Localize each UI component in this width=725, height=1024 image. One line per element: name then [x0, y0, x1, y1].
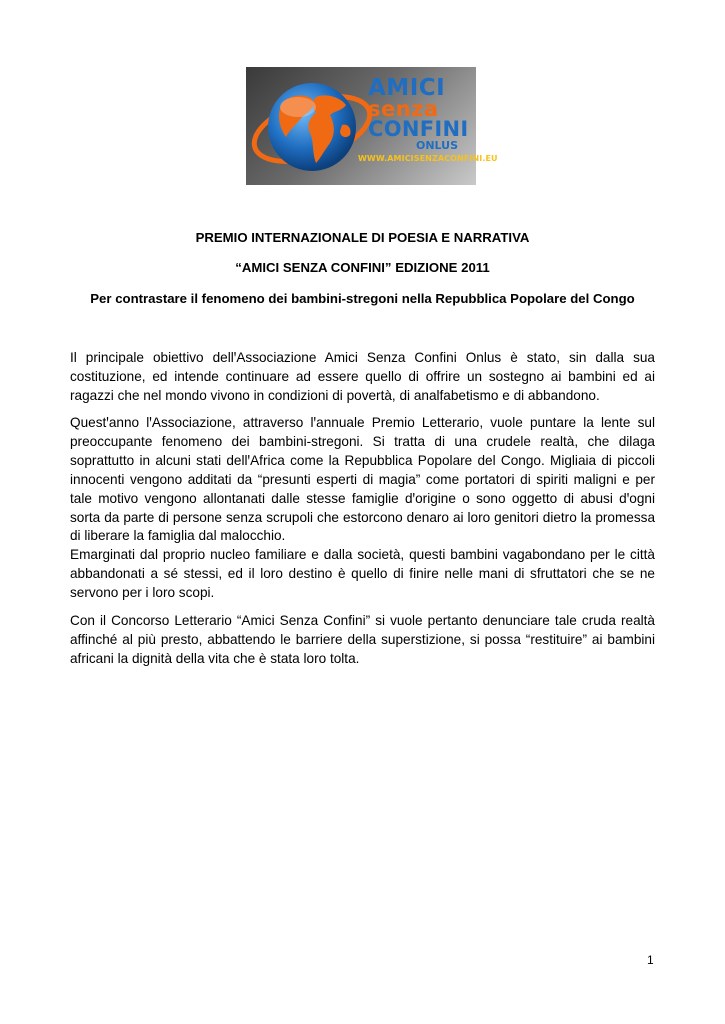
- paragraph-contest: Con il Concorso Letterario “Amici Senza Confini” si vuole pertanto denunciare tale cruda realtà affinché al più presto, abbattendo le barriere della superstizione, si possa “restituire” ai bambini africani la dignità della vita che è stata loro tolta.: [70, 613, 655, 666]
- logo-line-senza: senza: [368, 97, 439, 121]
- logo-line-amici: AMICI: [368, 75, 446, 101]
- paragraph-marginalized: Emarginati dal proprio nucleo familiare e dalla società, questi bambini vagabondano per le città abbandonati a sé stessi, ed il loro destino è quello di finire nelle mani di sfruttatori che se ne servono per i loro scopi.: [70, 547, 655, 600]
- page-number: 1: [647, 953, 654, 967]
- globe-highlight: [280, 97, 316, 117]
- document-subtitle: Per contrastare il fenomeno dei bambini-stregoni nella Repubblica Popolare del Congo: [90, 291, 635, 306]
- logo-wordmark: [358, 75, 498, 163]
- paragraph-objective: Il principale obiettivo dellꞌAssociazione Amici Senza Confini Onlus è stato, sin dalla sua costituzione, ed intende continuare ad essere quello di offrire un sostegno ai bambini ed ai ragazzi che nel mondo vivono in condizioni di povertà, di analfabetismo e di abbandono.: [70, 350, 655, 403]
- association-logo: [246, 67, 498, 185]
- logo-line-confini: CONFINI: [368, 117, 469, 141]
- logo-url: WWW.AMICISENZACONFINI.EU: [358, 154, 498, 163]
- paragraph-phenomenon: Questꞌanno lꞌAssociazione, attraverso lꞌannuale Premio Letterario, vuole puntare la lente sul preoccupante fenomeno dei bambini-stregoni. Si tratta di una crudele realtà, che dilaga soprattutto in alcuni stati dellꞌAfrica come la Repubblica Popolare del Congo. Migliaia di piccoli innocenti vengono additati da “presunti esperti di magia” come portatori di spiriti maligni e per tale motivo vengono allontanati dalle stesse famiglie dꞌorigine o sono oggetto di abusi dꞌogni sorta da parte di persone senza scrupoli che estorcono denaro ai loro genitori dietro la promessa di liberare la famiglia dal malocchio.: [70, 415, 655, 544]
- document-title: PREMIO INTERNAZIONALE DI POESIA E NARRATIVA: [195, 230, 530, 245]
- logo-line-onlus: ONLUS: [416, 139, 459, 152]
- edition-title: “AMICI SENZA CONFINI” EDIZIONE 2011: [235, 260, 490, 275]
